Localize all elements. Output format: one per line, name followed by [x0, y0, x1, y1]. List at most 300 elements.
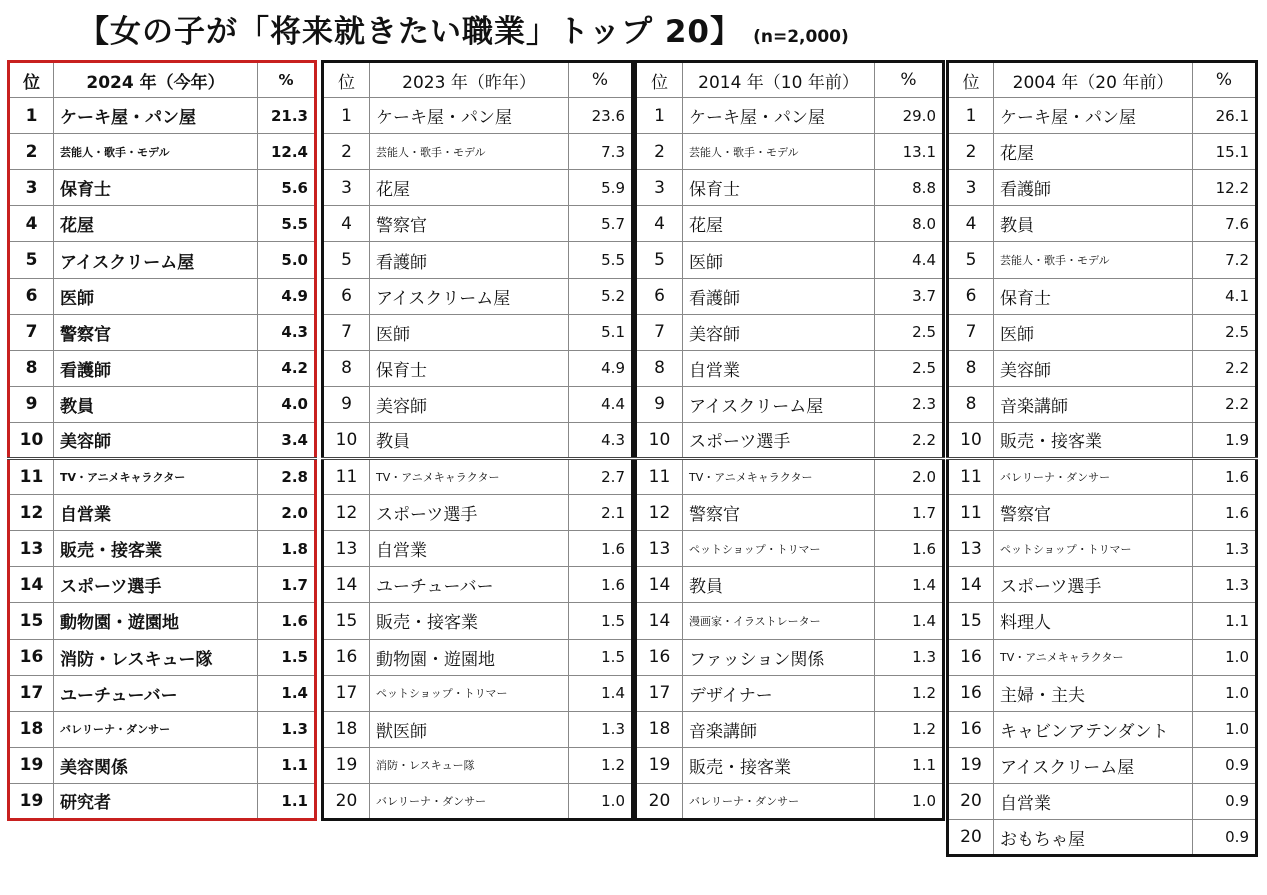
header-year: 2023 年（昨年） [370, 62, 569, 98]
table-row [9, 278, 316, 314]
occupation-cell: 警察官 [370, 206, 569, 242]
title-main: 【女の子が「将来就きたい職業」トップ 20】 [78, 14, 743, 50]
percent-cell: 1.5 [569, 639, 633, 675]
percent-cell: 23.6 [569, 98, 633, 134]
rank-cell: 19 [636, 747, 683, 783]
header-rank: 位 [948, 62, 994, 98]
occupation-cell: TV・アニメキャラクター [54, 459, 258, 495]
occupation-cell: 看護師 [994, 170, 1193, 206]
percent-cell: 4.3 [569, 422, 633, 458]
rank-cell: 8 [948, 386, 994, 422]
table-row [636, 278, 944, 314]
occupation-cell: 美容師 [994, 350, 1193, 386]
occupation-cell: 自営業 [370, 531, 569, 567]
occupation-cell: スポーツ選手 [683, 422, 875, 458]
percent-cell: 1.3 [569, 711, 633, 747]
occupation-cell: 販売・接客業 [994, 422, 1193, 458]
table-row [948, 531, 1257, 567]
percent-cell: 1.0 [1193, 675, 1257, 711]
rank-cell: 4 [948, 206, 994, 242]
rank-cell: 12 [9, 495, 54, 531]
percent-cell: 0.9 [1193, 783, 1257, 819]
table-row [9, 531, 316, 567]
rank-cell: 4 [636, 206, 683, 242]
rank-cell: 7 [948, 314, 994, 350]
rank-cell: 17 [323, 675, 370, 711]
rank-cell: 18 [9, 711, 54, 747]
rank-cell: 5 [9, 242, 54, 278]
rank-cell: 2 [636, 134, 683, 170]
ranking-table-2014 [634, 60, 945, 821]
percent-cell: 4.9 [258, 278, 316, 314]
occupation-cell: 看護師 [683, 278, 875, 314]
percent-cell: 5.9 [569, 170, 633, 206]
rank-cell: 13 [323, 531, 370, 567]
table-row [636, 386, 944, 422]
percent-cell: 15.1 [1193, 134, 1257, 170]
occupation-cell: 芸能人・歌手・モデル [54, 134, 258, 170]
rank-cell: 10 [9, 422, 54, 458]
percent-cell: 1.3 [258, 711, 316, 747]
percent-cell: 5.6 [258, 170, 316, 206]
occupation-cell: スポーツ選手 [994, 567, 1193, 603]
percent-cell: 1.6 [1193, 495, 1257, 531]
header-year: 2024 年（今年） [54, 62, 258, 98]
percent-cell: 5.0 [258, 242, 316, 278]
occupation-cell: 警察官 [994, 495, 1193, 531]
table-row [948, 170, 1257, 206]
occupation-cell: 花屋 [54, 206, 258, 242]
table-row [948, 98, 1257, 134]
occupation-cell: TV・アニメキャラクター [994, 639, 1193, 675]
table-row [636, 639, 944, 675]
table-row [948, 459, 1257, 495]
table-row [948, 711, 1257, 747]
percent-cell: 1.6 [258, 603, 316, 639]
rank-cell: 12 [636, 495, 683, 531]
rank-cell: 1 [948, 98, 994, 134]
header-percent: % [569, 62, 633, 98]
rank-cell: 15 [323, 603, 370, 639]
header-percent: % [1193, 62, 1257, 98]
rank-cell: 1 [636, 98, 683, 134]
percent-cell: 4.2 [258, 350, 316, 386]
occupation-cell: 医師 [54, 278, 258, 314]
table-row [948, 206, 1257, 242]
occupation-cell: アイスクリーム屋 [994, 747, 1193, 783]
percent-cell: 2.8 [258, 459, 316, 495]
percent-cell: 1.0 [1193, 639, 1257, 675]
rank-cell: 11 [636, 459, 683, 495]
rank-cell: 11 [948, 495, 994, 531]
percent-cell: 7.6 [1193, 206, 1257, 242]
table-row [636, 242, 944, 278]
ranking-table-2024 [7, 60, 317, 821]
rank-cell: 15 [948, 603, 994, 639]
percent-cell: 1.1 [258, 783, 316, 819]
table-row [323, 98, 633, 134]
occupation-cell: 美容関係 [54, 747, 258, 783]
table-row [9, 134, 316, 170]
header-percent: % [875, 62, 944, 98]
percent-cell: 1.1 [875, 747, 944, 783]
occupation-cell: スポーツ選手 [370, 495, 569, 531]
percent-cell: 1.3 [1193, 531, 1257, 567]
percent-cell: 0.9 [1193, 747, 1257, 783]
occupation-cell: 保育士 [54, 170, 258, 206]
rank-cell: 19 [323, 747, 370, 783]
rank-cell: 17 [636, 675, 683, 711]
header-year: 2004 年（20 年前） [994, 62, 1193, 98]
occupation-cell: 主婦・主夫 [994, 675, 1193, 711]
rank-cell: 3 [948, 170, 994, 206]
rank-cell: 16 [9, 639, 54, 675]
table-row [948, 567, 1257, 603]
percent-cell: 2.0 [258, 495, 316, 531]
table-row [323, 134, 633, 170]
percent-cell: 3.4 [258, 422, 316, 458]
percent-cell: 12.2 [1193, 170, 1257, 206]
table-row [323, 242, 633, 278]
percent-cell: 1.5 [569, 603, 633, 639]
table-row [948, 639, 1257, 675]
percent-cell: 4.3 [258, 314, 316, 350]
table-row [9, 98, 316, 134]
percent-cell: 1.6 [569, 567, 633, 603]
occupation-cell: 医師 [994, 314, 1193, 350]
rank-cell: 6 [636, 278, 683, 314]
table-row [636, 134, 944, 170]
table-row [948, 314, 1257, 350]
occupation-cell: ペットショップ・トリマー [683, 531, 875, 567]
occupation-cell: 教員 [683, 567, 875, 603]
rank-cell: 19 [9, 783, 54, 819]
occupation-cell: アイスクリーム屋 [370, 278, 569, 314]
rank-cell: 18 [636, 711, 683, 747]
occupation-cell: 芸能人・歌手・モデル [994, 242, 1193, 278]
header-rank: 位 [9, 62, 54, 98]
occupation-cell: 動物園・遊園地 [370, 639, 569, 675]
table-row [636, 350, 944, 386]
table-row [948, 819, 1257, 855]
table-row [9, 567, 316, 603]
rank-cell: 11 [9, 459, 54, 495]
rank-cell: 13 [636, 531, 683, 567]
occupation-cell: 警察官 [683, 495, 875, 531]
percent-cell: 5.7 [569, 206, 633, 242]
percent-cell: 12.4 [258, 134, 316, 170]
table-row [948, 422, 1257, 458]
table-row [9, 422, 316, 458]
occupation-cell: 教員 [994, 206, 1193, 242]
title-sample-size: (n=2,000) [753, 27, 849, 47]
percent-cell: 3.7 [875, 278, 944, 314]
rank-cell: 11 [323, 459, 370, 495]
table-row [948, 495, 1257, 531]
occupation-cell: 販売・接客業 [683, 747, 875, 783]
table-row [636, 711, 944, 747]
percent-cell: 7.2 [1193, 242, 1257, 278]
occupation-cell: バレリーナ・ダンサー [683, 783, 875, 819]
ranking-table-2004 [946, 60, 1258, 857]
header-rank: 位 [323, 62, 370, 98]
table-row [9, 314, 316, 350]
percent-cell: 8.0 [875, 206, 944, 242]
occupation-cell: 自営業 [994, 783, 1193, 819]
occupation-cell: 自営業 [683, 350, 875, 386]
percent-cell: 1.4 [258, 675, 316, 711]
occupation-cell: 保育士 [994, 278, 1193, 314]
occupation-cell: 消防・レスキュー隊 [54, 639, 258, 675]
table-row [323, 350, 633, 386]
rank-cell: 16 [948, 711, 994, 747]
table-row [323, 567, 633, 603]
rank-cell: 3 [9, 170, 54, 206]
table-row [323, 603, 633, 639]
occupation-cell: ケーキ屋・パン屋 [994, 98, 1193, 134]
occupation-cell: 料理人 [994, 603, 1193, 639]
table-row [9, 711, 316, 747]
percent-cell: 1.0 [875, 783, 944, 819]
table-row [948, 242, 1257, 278]
percent-cell: 4.1 [1193, 278, 1257, 314]
rank-cell: 2 [323, 134, 370, 170]
table-row [948, 278, 1257, 314]
table-row [9, 675, 316, 711]
rank-cell: 16 [323, 639, 370, 675]
rank-cell: 5 [948, 242, 994, 278]
rank-cell: 11 [948, 459, 994, 495]
rank-cell: 7 [636, 314, 683, 350]
percent-cell: 5.5 [258, 206, 316, 242]
table-row [948, 603, 1257, 639]
table-row [948, 134, 1257, 170]
rank-cell: 6 [323, 278, 370, 314]
rank-cell: 9 [636, 386, 683, 422]
rank-cell: 14 [323, 567, 370, 603]
table-row [323, 747, 633, 783]
table-row [636, 567, 944, 603]
percent-cell: 8.8 [875, 170, 944, 206]
rank-cell: 19 [948, 747, 994, 783]
table-row [9, 350, 316, 386]
table-row [323, 170, 633, 206]
table-row [323, 278, 633, 314]
occupation-cell: 看護師 [370, 242, 569, 278]
rank-cell: 7 [9, 314, 54, 350]
table-row [636, 459, 944, 495]
percent-cell: 2.5 [875, 314, 944, 350]
table-row [948, 675, 1257, 711]
occupation-cell: アイスクリーム屋 [54, 242, 258, 278]
percent-cell: 21.3 [258, 98, 316, 134]
occupation-cell: 花屋 [683, 206, 875, 242]
percent-cell: 1.6 [569, 531, 633, 567]
percent-cell: 5.1 [569, 314, 633, 350]
rank-cell: 15 [9, 603, 54, 639]
rank-cell: 8 [636, 350, 683, 386]
occupation-cell: TV・アニメキャラクター [683, 459, 875, 495]
percent-cell: 4.9 [569, 350, 633, 386]
rank-cell: 1 [9, 98, 54, 134]
percent-cell: 1.7 [875, 495, 944, 531]
percent-cell: 1.2 [875, 675, 944, 711]
percent-cell: 7.3 [569, 134, 633, 170]
table-row [9, 242, 316, 278]
percent-cell: 1.7 [258, 567, 316, 603]
rank-cell: 16 [948, 639, 994, 675]
table-row [9, 459, 316, 495]
table-row [323, 206, 633, 242]
rank-cell: 4 [323, 206, 370, 242]
percent-cell: 2.2 [875, 422, 944, 458]
occupation-cell: 保育士 [370, 350, 569, 386]
occupation-cell: アイスクリーム屋 [683, 386, 875, 422]
table-header-row [323, 62, 633, 98]
occupation-cell: 音楽講師 [683, 711, 875, 747]
rank-cell: 1 [323, 98, 370, 134]
rank-cell: 10 [636, 422, 683, 458]
occupation-cell: ファッション関係 [683, 639, 875, 675]
occupation-cell: ユーチューバー [54, 675, 258, 711]
percent-cell: 4.0 [258, 386, 316, 422]
header-percent: % [258, 62, 316, 98]
rank-cell: 16 [948, 675, 994, 711]
percent-cell: 29.0 [875, 98, 944, 134]
percent-cell: 1.5 [258, 639, 316, 675]
rank-cell: 2 [948, 134, 994, 170]
rank-cell: 14 [636, 567, 683, 603]
rank-cell: 19 [9, 747, 54, 783]
percent-cell: 13.1 [875, 134, 944, 170]
table-header-row [9, 62, 316, 98]
table-row [323, 422, 633, 458]
percent-cell: 1.4 [875, 603, 944, 639]
table-row [636, 747, 944, 783]
percent-cell: 2.5 [875, 350, 944, 386]
occupation-cell: 漫画家・イラストレーター [683, 603, 875, 639]
rank-cell: 8 [323, 350, 370, 386]
table-row [9, 386, 316, 422]
table-row [636, 531, 944, 567]
occupation-cell: 医師 [370, 314, 569, 350]
occupation-cell: 自営業 [54, 495, 258, 531]
header-rank: 位 [636, 62, 683, 98]
percent-cell: 5.2 [569, 278, 633, 314]
table-row [9, 603, 316, 639]
occupation-cell: 販売・接客業 [54, 531, 258, 567]
occupation-cell: 動物園・遊園地 [54, 603, 258, 639]
percent-cell: 1.4 [569, 675, 633, 711]
occupation-cell: スポーツ選手 [54, 567, 258, 603]
occupation-cell: ケーキ屋・パン屋 [683, 98, 875, 134]
rank-cell: 20 [948, 819, 994, 855]
table-row [323, 459, 633, 495]
occupation-cell: 芸能人・歌手・モデル [683, 134, 875, 170]
percent-cell: 1.3 [1193, 567, 1257, 603]
table-row [636, 314, 944, 350]
table-row [9, 639, 316, 675]
table-row [948, 783, 1257, 819]
rank-cell: 9 [9, 386, 54, 422]
percent-cell: 1.1 [1193, 603, 1257, 639]
rank-cell: 20 [948, 783, 994, 819]
percent-cell: 0.9 [1193, 819, 1257, 855]
rank-cell: 14 [948, 567, 994, 603]
percent-cell: 1.6 [1193, 459, 1257, 495]
table-row [323, 783, 633, 819]
table-row [636, 783, 944, 819]
table-header-row [636, 62, 944, 98]
occupation-cell: 花屋 [994, 134, 1193, 170]
rank-cell: 5 [323, 242, 370, 278]
occupation-cell: バレリーナ・ダンサー [54, 711, 258, 747]
occupation-cell: ケーキ屋・パン屋 [370, 98, 569, 134]
table-row [323, 386, 633, 422]
percent-cell: 1.1 [258, 747, 316, 783]
occupation-cell: 芸能人・歌手・モデル [370, 134, 569, 170]
ranking-table-2023 [321, 60, 634, 821]
page-title [78, 6, 849, 50]
table-row [323, 495, 633, 531]
header-year: 2014 年（10 年前） [683, 62, 875, 98]
occupation-cell: TV・アニメキャラクター [370, 459, 569, 495]
rank-cell: 10 [323, 422, 370, 458]
table-row [636, 422, 944, 458]
percent-cell: 26.1 [1193, 98, 1257, 134]
table-row [323, 639, 633, 675]
rank-cell: 7 [323, 314, 370, 350]
table-row [948, 747, 1257, 783]
occupation-cell: ユーチューバー [370, 567, 569, 603]
table-row [948, 350, 1257, 386]
rank-cell: 16 [636, 639, 683, 675]
rank-cell: 13 [9, 531, 54, 567]
table-row [323, 531, 633, 567]
percent-cell: 1.0 [569, 783, 633, 819]
rank-cell: 8 [9, 350, 54, 386]
rank-cell: 13 [948, 531, 994, 567]
table-header-row [948, 62, 1257, 98]
percent-cell: 1.0 [1193, 711, 1257, 747]
occupation-cell: ペットショップ・トリマー [994, 531, 1193, 567]
rank-cell: 17 [9, 675, 54, 711]
table-row [636, 495, 944, 531]
occupation-cell: 音楽講師 [994, 386, 1193, 422]
table-row [323, 314, 633, 350]
table-row [636, 206, 944, 242]
rank-cell: 20 [323, 783, 370, 819]
percent-cell: 2.2 [1193, 350, 1257, 386]
occupation-cell: 警察官 [54, 314, 258, 350]
table-row [9, 747, 316, 783]
table-row [636, 98, 944, 134]
occupation-cell: 教員 [370, 422, 569, 458]
rank-cell: 10 [948, 422, 994, 458]
table-row [9, 495, 316, 531]
table-row [323, 711, 633, 747]
table-row [9, 170, 316, 206]
occupation-cell: 保育士 [683, 170, 875, 206]
occupation-cell: キャビンアテンダント [994, 711, 1193, 747]
rank-cell: 6 [948, 278, 994, 314]
rank-cell: 6 [9, 278, 54, 314]
occupation-cell: バレリーナ・ダンサー [994, 459, 1193, 495]
percent-cell: 2.2 [1193, 386, 1257, 422]
occupation-cell: ケーキ屋・パン屋 [54, 98, 258, 134]
rank-cell: 14 [636, 603, 683, 639]
percent-cell: 2.1 [569, 495, 633, 531]
